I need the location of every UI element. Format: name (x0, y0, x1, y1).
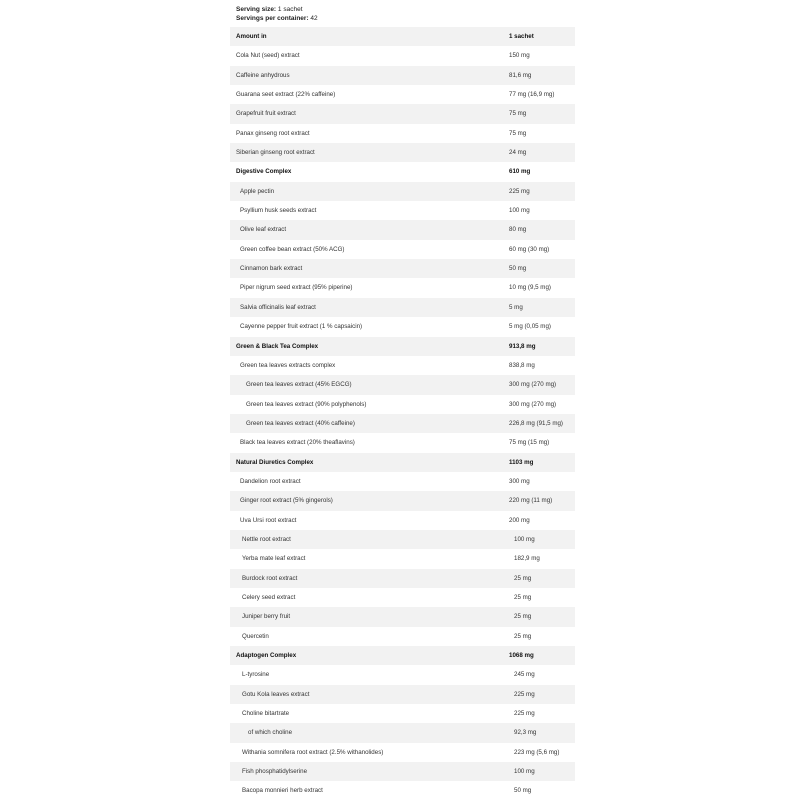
table-section-header (230, 646, 575, 665)
ingredient-name: Gotu Kola leaves extract (242, 690, 310, 698)
table-section-header (230, 27, 575, 46)
ingredient-name: Olive leaf extract (240, 226, 287, 234)
ingredient-amount: 25 mg (514, 613, 532, 621)
table-row (230, 220, 575, 239)
ingredient-amount: 226,8 mg (91,5 mg) (509, 419, 563, 427)
table-row (230, 240, 575, 259)
ingredient-name: Green tea leaves extract (90% polyphenols) (246, 400, 367, 408)
ingredient-amount: 150 mg (509, 52, 530, 60)
table-section-header (230, 337, 575, 356)
ingredient-name: Yerba mate leaf extract (242, 555, 306, 563)
ingredient-name: Withania somnifera root extract (2.5% withanolides) (242, 748, 384, 756)
ingredient-amount: 60 mg (30 mg) (509, 245, 550, 253)
ingredient-amount: 100 mg (514, 768, 535, 776)
servings-per-container-line (236, 15, 318, 24)
table-row (230, 588, 575, 607)
servings-per-container-label: Servings per container: (236, 14, 309, 22)
table-row (230, 549, 575, 568)
ingredient-amount: 77 mg (16,9 mg) (509, 91, 555, 99)
ingredient-amount: 5 mg (509, 303, 523, 311)
ingredient-name: Uva Ursi root extract (240, 516, 297, 524)
table-section-header (230, 162, 575, 181)
ingredient-amount: 75 mg (15 mg) (509, 439, 550, 447)
table-row (230, 530, 575, 549)
ingredient-amount: 225 mg (514, 710, 535, 718)
ingredient-amount: 220 mg (11 mg) (509, 497, 553, 505)
ingredient-name: Cola Nut (seed) extract (236, 52, 300, 60)
ingredient-name: Amount in (236, 33, 267, 40)
ingredient-amount: 75 mg (509, 110, 527, 118)
servings-per-container-value: 42 (310, 14, 318, 22)
ingredient-name: Dandelion root extract (240, 477, 301, 485)
ingredient-amount: 223 mg (5,6 mg) (514, 748, 560, 756)
table-row (230, 743, 575, 762)
table-row (230, 723, 575, 742)
ingredient-name: Salvia officinalis leaf extract (240, 303, 316, 311)
ingredient-name: Burdock root extract (242, 574, 298, 582)
table-row (230, 491, 575, 510)
table-row (230, 143, 575, 162)
ingredient-amount: 25 mg (514, 593, 532, 601)
nutrition-table (230, 27, 575, 801)
ingredient-amount: 1103 mg (509, 458, 534, 466)
ingredient-amount: 300 mg (270 mg) (509, 381, 557, 389)
ingredient-amount: 50 mg (514, 787, 532, 795)
table-row (230, 414, 575, 433)
ingredient-name: Ginger root extract (5% gingerols) (240, 497, 333, 505)
ingredient-amount: 200 mg (509, 516, 530, 524)
ingredient-name: Green coffee bean extract (50% ACG) (240, 245, 345, 253)
table-row (230, 356, 575, 375)
serving-info (236, 6, 318, 23)
table-row (230, 607, 575, 626)
ingredient-name: Guarana seet extract (22% caffeine) (236, 91, 336, 99)
ingredient-name: Black tea leaves extract (20% theaflavins) (240, 439, 355, 447)
ingredient-amount: 225 mg (514, 690, 535, 698)
ingredient-amount: 24 mg (509, 149, 527, 157)
ingredient-amount: 81,6 mg (509, 71, 532, 79)
table-row (230, 781, 575, 800)
ingredient-amount: 300 mg (509, 477, 530, 485)
ingredient-name: Adaptogen Complex (236, 652, 297, 659)
table-row (230, 511, 575, 530)
ingredient-name: Panax ginseng root extract (236, 129, 310, 137)
ingredient-amount: 92,3 mg (514, 729, 537, 737)
ingredient-name: Green tea leaves extract (40% caffeine) (246, 419, 355, 427)
ingredient-amount: 25 mg (514, 574, 532, 582)
ingredient-amount: 300 mg (270 mg) (509, 400, 557, 408)
ingredient-name: Quercetin (242, 632, 269, 640)
table-row (230, 85, 575, 104)
table-row (230, 375, 575, 394)
ingredient-name: Fish phosphatidylserine (242, 768, 308, 776)
table-row (230, 317, 575, 336)
ingredient-name: Psyllium husk seeds extract (240, 207, 317, 215)
ingredient-amount: 225 mg (509, 187, 530, 195)
table-row (230, 124, 575, 143)
ingredient-name: Nettle root extract (242, 535, 291, 543)
table-row (230, 762, 575, 781)
serving-size-value: 1 sachet (277, 6, 303, 13)
table-row (230, 627, 575, 646)
table-row (230, 46, 575, 65)
ingredient-name: Piper nigrum seed extract (95% piperine) (240, 284, 353, 292)
table-row (230, 104, 575, 123)
ingredient-name: Cinnamon bark extract (240, 265, 303, 273)
table-row (230, 433, 575, 452)
ingredient-name: Choline bitartrate (242, 710, 290, 718)
ingredient-name: Juniper berry fruit (242, 613, 291, 621)
table-row (230, 704, 575, 723)
ingredient-name: Cayenne pepper fruit extract (1 % capsaicin) (240, 323, 363, 331)
ingredient-name: Green tea leaves extract (45% EGCG) (246, 381, 352, 389)
table-row (230, 259, 575, 278)
ingredient-name: of which choline (248, 729, 293, 737)
ingredient-amount: 1 sachet (509, 33, 534, 40)
table-row (230, 472, 575, 491)
ingredient-amount: 245 mg (514, 671, 535, 679)
ingredient-amount: 50 mg (509, 265, 527, 273)
table-section-header (230, 453, 575, 472)
ingredient-amount: 100 mg (509, 207, 530, 215)
ingredient-amount: 610 mg (509, 168, 531, 176)
table-row (230, 278, 575, 297)
ingredient-name: Bacopa monnieri herb extract (242, 787, 323, 795)
ingredient-name: L-tyrosine (242, 671, 270, 679)
table-row (230, 685, 575, 704)
ingredient-amount: 913,8 mg (509, 342, 536, 350)
ingredient-amount: 838,8 mg (509, 361, 535, 369)
ingredient-name: Natural Diuretics Complex (236, 458, 314, 466)
ingredient-name: Celery seed extract (242, 593, 296, 601)
table-row (230, 395, 575, 414)
ingredient-amount: 1068 mg (509, 652, 534, 659)
ingredient-amount: 10 mg (9,5 mg) (509, 284, 551, 292)
ingredient-name: Green & Black Tea Complex (236, 342, 319, 350)
serving-size-label: Serving size: (236, 6, 277, 13)
table-row (230, 66, 575, 85)
ingredient-name: Apple pectin (240, 187, 275, 195)
table-row (230, 201, 575, 220)
table-row (230, 182, 575, 201)
ingredient-name: Digestive Complex (236, 168, 292, 176)
ingredient-name: Caffeine anhydrous (236, 71, 290, 79)
ingredient-name: Green tea leaves extracts complex (240, 361, 336, 369)
table-row (230, 298, 575, 317)
table-row (230, 665, 575, 684)
ingredient-amount: 80 mg (509, 226, 527, 234)
ingredient-amount: 182,9 mg (514, 555, 540, 563)
table-row (230, 569, 575, 588)
ingredient-name: Grapefruit fruit extract (236, 110, 296, 118)
ingredient-name: Siberian ginseng root extract (236, 149, 315, 157)
ingredient-amount: 100 mg (514, 535, 535, 543)
ingredient-amount: 25 mg (514, 632, 532, 640)
ingredient-amount: 75 mg (509, 129, 527, 137)
ingredient-amount: 5 mg (0,05 mg) (509, 323, 551, 331)
serving-size-line (236, 6, 318, 15)
